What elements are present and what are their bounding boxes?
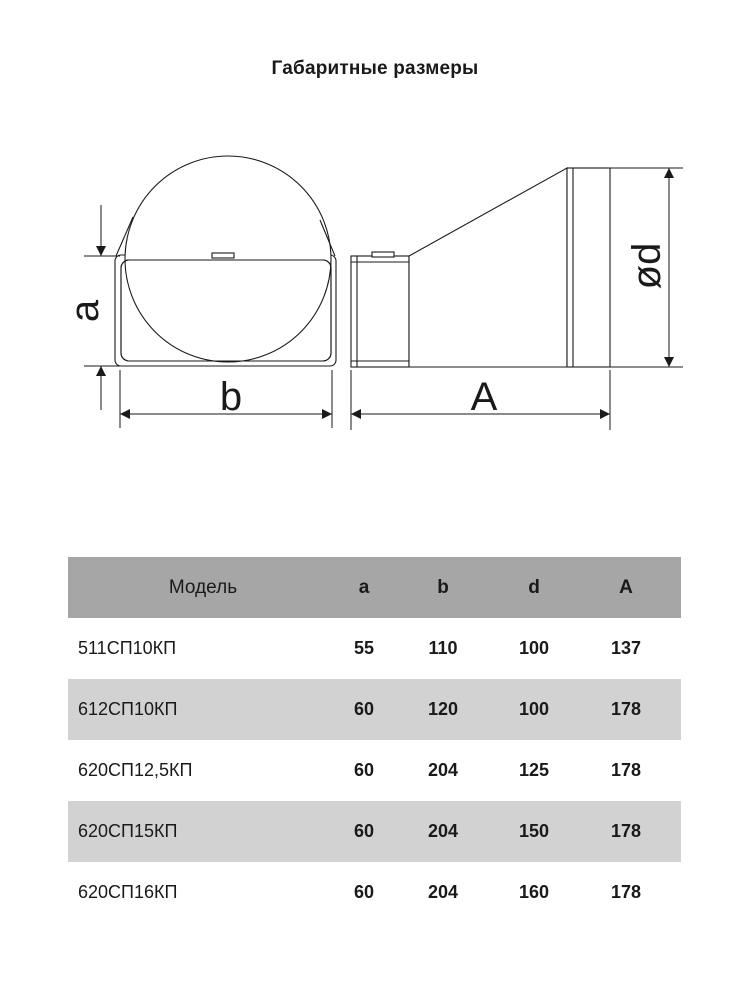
- header-A: A: [571, 557, 681, 618]
- cell-a: 55: [353, 638, 375, 658]
- cell-d: 160: [518, 882, 550, 902]
- cell-A: 178: [571, 801, 681, 862]
- cell-a: 60: [339, 801, 389, 862]
- side-view: [351, 168, 610, 367]
- dim-label-A: A: [470, 375, 498, 419]
- dim-label-d: ød: [625, 242, 669, 290]
- cell-b: 120: [389, 679, 497, 740]
- header-d: d: [497, 557, 571, 618]
- cell-model: 612СП10КП: [68, 679, 339, 740]
- table-row: [68, 801, 681, 862]
- cell-b: 204: [389, 801, 497, 862]
- table-row: [68, 679, 681, 740]
- dim-label-b: b: [219, 375, 243, 419]
- table-row: [68, 740, 681, 801]
- round-duct-circle: [125, 156, 331, 362]
- cell-d: 125: [518, 760, 550, 780]
- cell-b: 110: [428, 638, 458, 658]
- front-view: [115, 156, 336, 366]
- cell-model: 620СП15КП: [68, 801, 339, 862]
- cell-model: 511СП10КП: [78, 638, 177, 658]
- header-a: a: [339, 557, 389, 618]
- cell-A: 178: [610, 760, 642, 780]
- table-row: [68, 618, 681, 679]
- cell-a: 60: [353, 760, 375, 780]
- cell-d: 100: [497, 679, 571, 740]
- cell-b: 204: [427, 760, 459, 780]
- table-header-row: [68, 557, 681, 618]
- header-model: Модель: [68, 557, 339, 618]
- table-row: [68, 862, 681, 923]
- side-flat-end: [351, 256, 409, 367]
- cell-a: 60: [353, 882, 375, 902]
- cell-A: 137: [610, 638, 642, 658]
- cell-d: 150: [497, 801, 571, 862]
- cell-model: 620СП16КП: [78, 882, 178, 902]
- cell-model: 620СП12,5КП: [78, 760, 193, 780]
- side-transition: [409, 168, 567, 367]
- cell-a: 60: [339, 679, 389, 740]
- cell-A: 178: [571, 679, 681, 740]
- cell-d: 100: [518, 638, 550, 658]
- page-title: Габаритные размеры: [271, 58, 479, 79]
- dimensions-table: [68, 557, 681, 923]
- dim-label-a: a: [63, 299, 107, 323]
- header-b: b: [389, 557, 497, 618]
- cell-A: 178: [610, 882, 642, 902]
- cell-b: 204: [427, 882, 459, 902]
